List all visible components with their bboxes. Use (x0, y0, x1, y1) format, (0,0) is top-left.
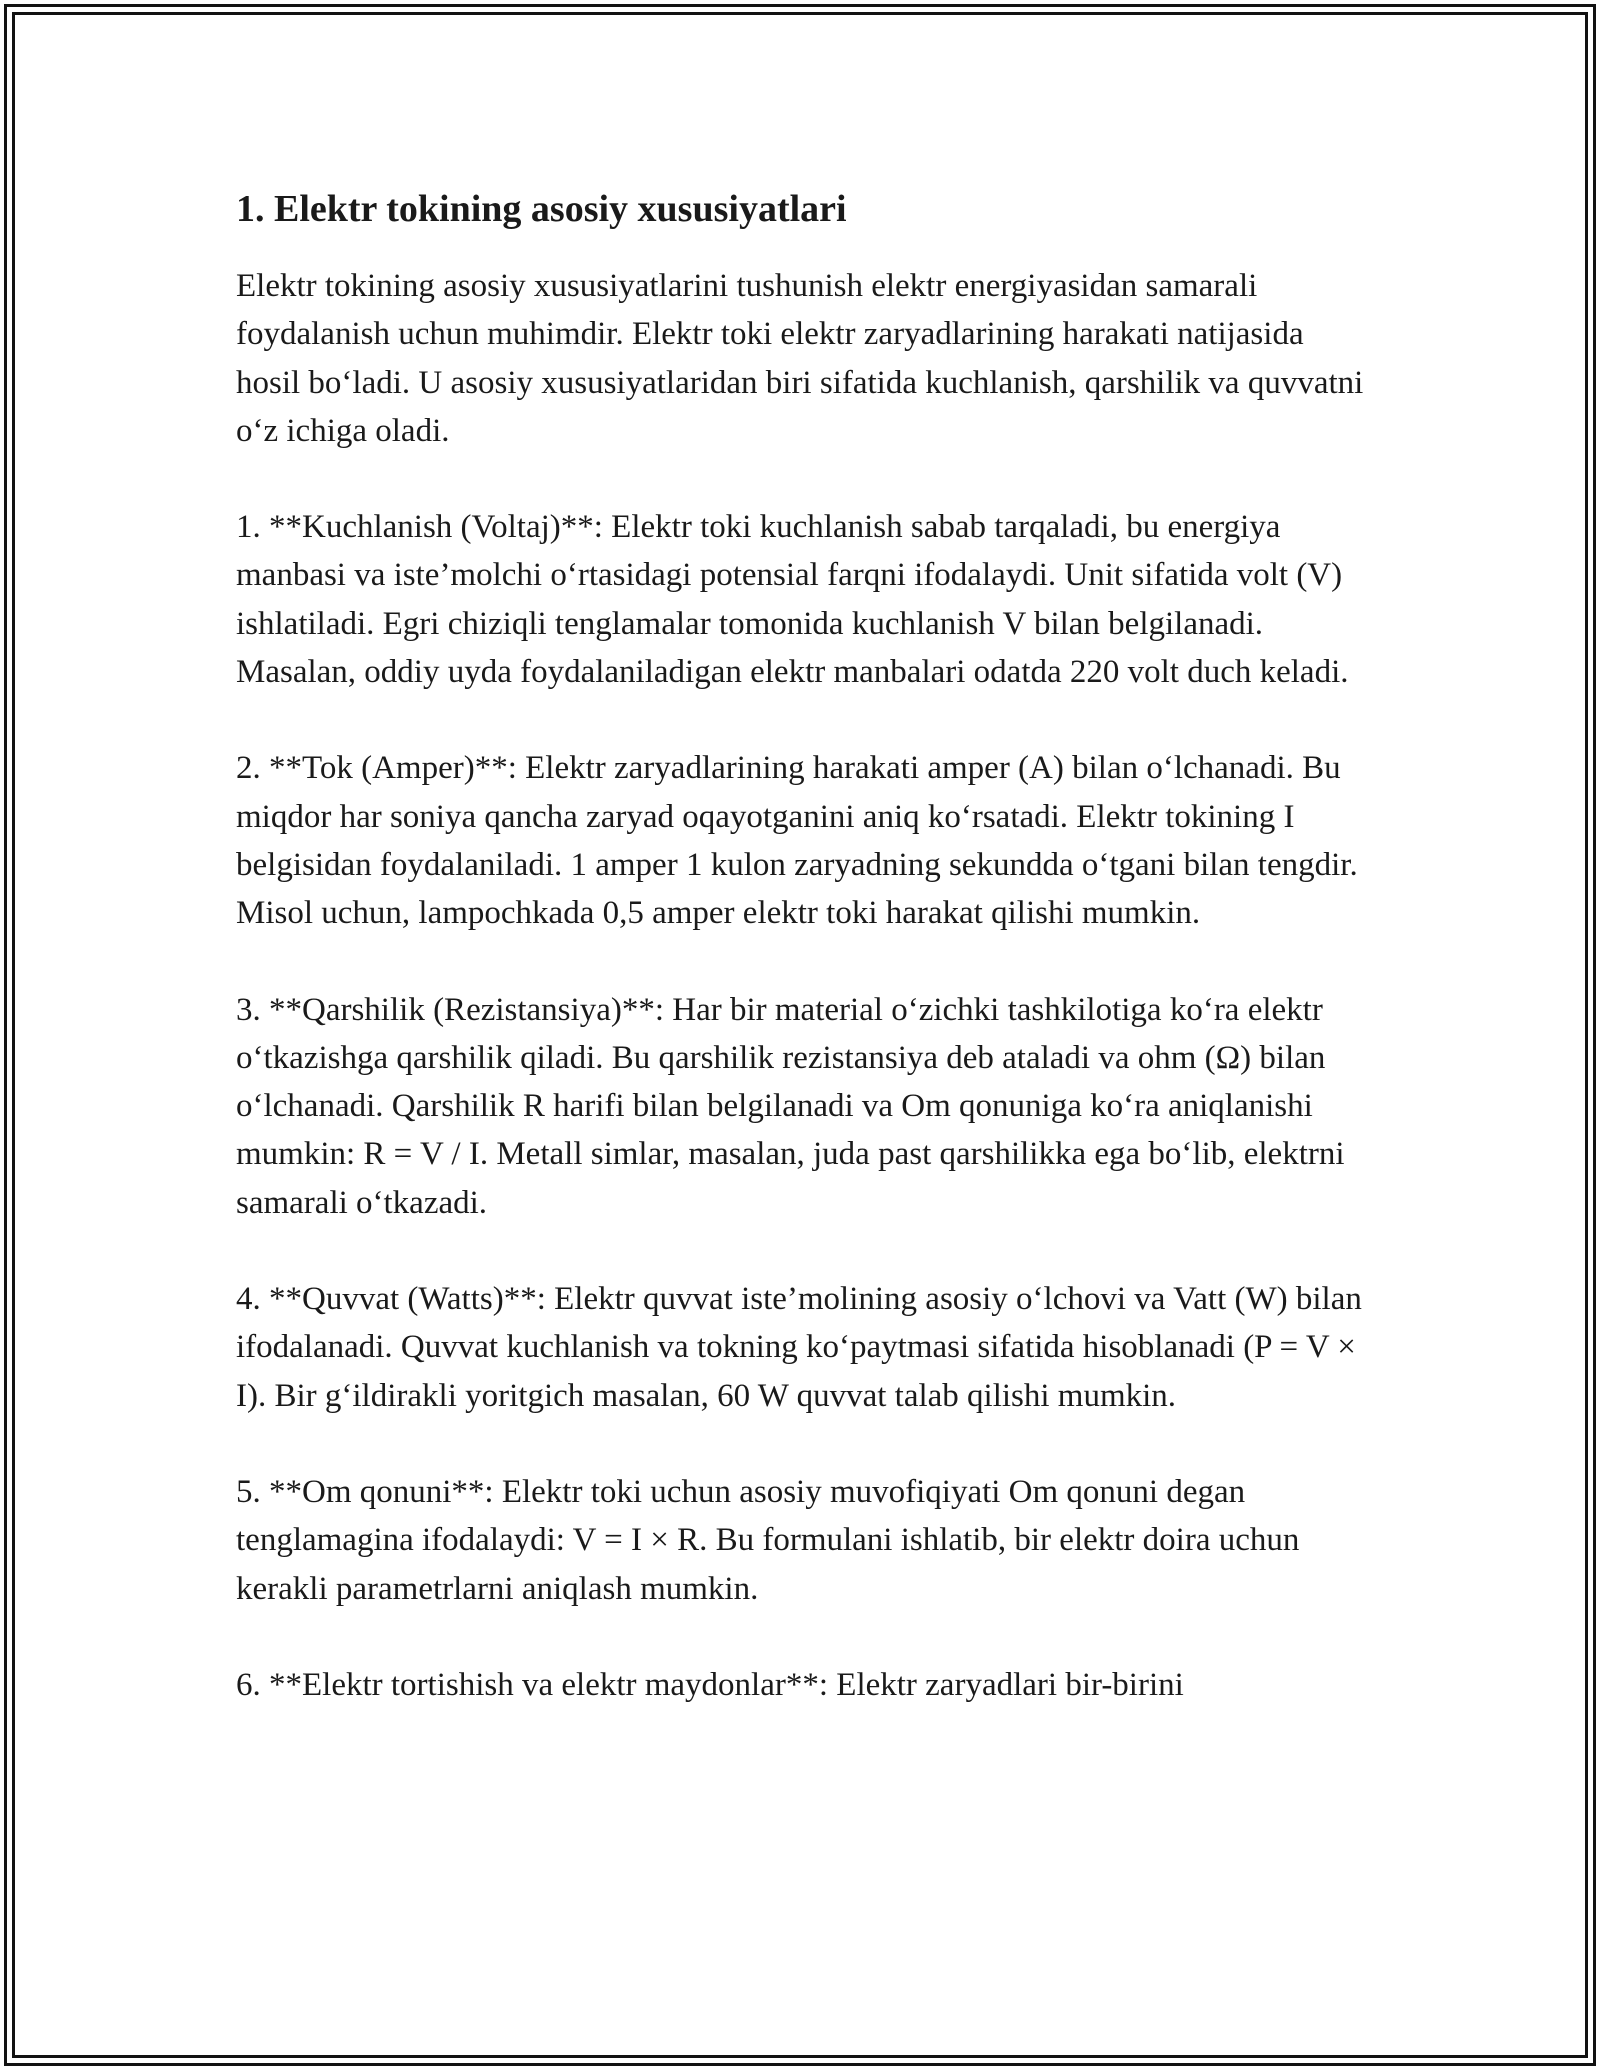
paragraph-resistance: 3. **Qarshilik (Rezistansiya)**: Har bir material o‘zichki tashkilotiga ko‘ra elektr o‘tkazishga qarshilik qiladi. Bu qarshilik rezistansiya deb ataladi va ohm (Ω) bilan o‘lchanadi. Qarshilik R harifi bilan belgilanadi va Om qonuniga ko‘ra aniqlanishi mumkin: R = V / I. Metall simlar, masalan, juda past qarshilikka ega bo‘lib, elektrni samarali o‘tkazadi. (236, 991, 1345, 1221)
paragraph-voltage: 1. **Kuchlanish (Voltaj)**: Elektr toki kuchlanish sabab tarqaladi, bu energiya manbasi va iste’molchi o‘rtasidagi potensial farqni ifodalaydi. Unit sifatida volt (V) ishlatiladi. Egri chiziqli tenglamalar tomonida kuchlanish V bilan belgilanadi. Masalan, oddiy uyda foydalaniladigan elektr manbalari odatda 220 volt duch keladi. (236, 509, 1349, 691)
paragraph-current: 2. **Tok (Amper)**: Elektr zaryadlarining harakati amper (A) bilan o‘lchanadi. Bu miqdor har soniya qancha zaryad oqayotganini aniq ko‘rsatadi. Elektr tokining I belgisidan foydalaniladi. 1 amper 1 kulon zaryadning sekundda o‘tgani bilan tengdir. Misol uchun, lampochkada 0,5 amper elektr toki harakat qilishi mumkin. (236, 750, 1358, 932)
paragraph-power: 4. **Quvvat (Watts)**: Elektr quvvat iste’molining asosiy o‘lchovi va Vatt (W) bilan ifodalanadi. Quvvat kuchlanish va tokning ko‘paytmasi sifatida hisoblanadi (P = V × I). Bir g‘ildirakli yoritgich masalan, 60 W quvvat talab qilishi mumkin. (236, 1281, 1362, 1414)
document-body (236, 184, 1366, 1757)
paragraph-electric-fields: 6. **Elektr tortishish va elektr maydonlar**: Elektr zaryadlari bir-birini (236, 1666, 1184, 1703)
paragraph-ohms-law: 5. **Om qonuni**: Elektr toki uchun asosiy muvofiqiyati Om qonuni degan tenglamagina ifodalaydi: V = I × R. Bu formulani ishlatib, bir elektr doira uchun kerakli parametrlarni aniqlash mumkin. (236, 1473, 1300, 1607)
intro-paragraph: Elektr tokining asosiy xususiyatlarini tushunish elektr energiyasidan samarali foydalanish uchun muhimdir. Elektr toki elektr zaryadlarining harakati natijasida hosil bo‘ladi. U asosiy xususiyatlaridan biri sifatida kuchlanish, qarshilik va quvvatni o‘z ichiga oladi. (236, 268, 1364, 449)
section-heading: 1. Elektr tokining asosiy xususiyatlari (236, 188, 847, 230)
